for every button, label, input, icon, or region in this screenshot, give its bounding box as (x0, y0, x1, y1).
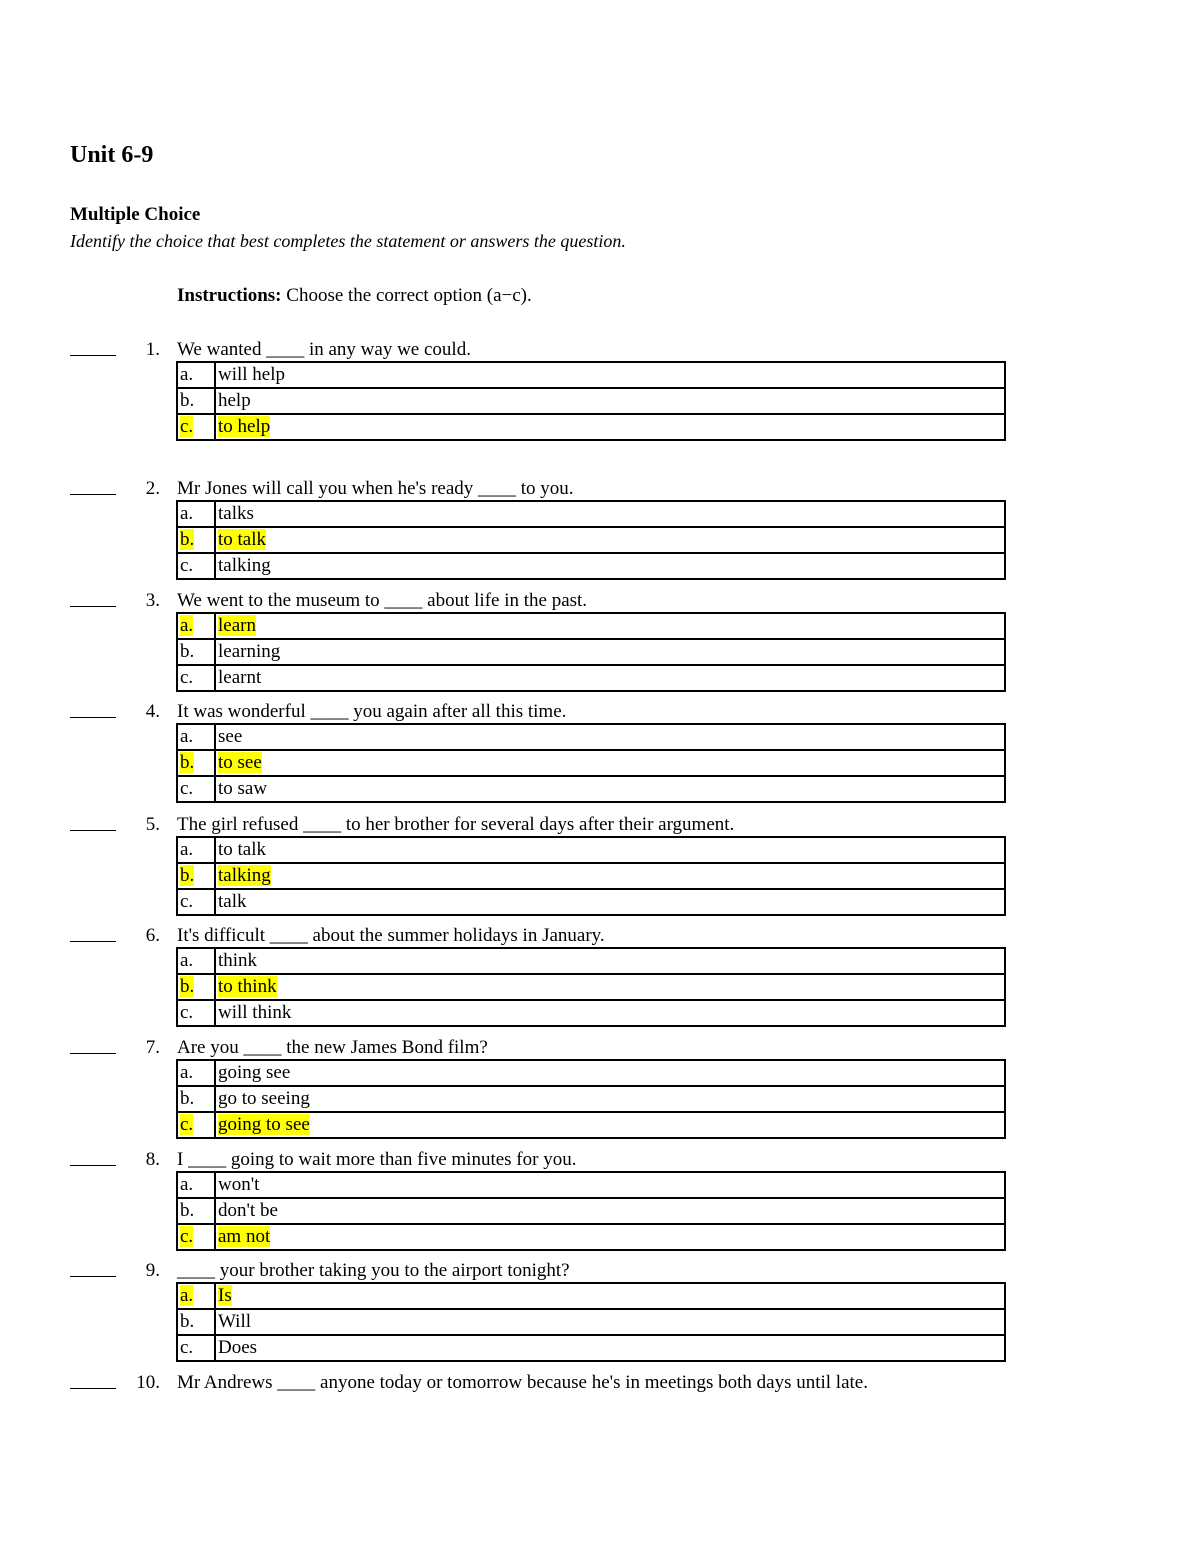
option-text-cell (215, 889, 1005, 915)
option-letter-text: b. (180, 1200, 195, 1221)
option-letter-text: a. (180, 1174, 194, 1195)
question-text: It's difficult ____ about the summer holidays in January. (177, 925, 605, 946)
question-6 (70, 922, 1030, 950)
option-letter-text: a. (180, 503, 194, 524)
question-2 (70, 475, 1030, 503)
option-a[interactable] (177, 837, 1005, 863)
option-letter (177, 863, 215, 889)
option-letter-text: b. (180, 1311, 195, 1332)
option-text-cell (215, 388, 1005, 414)
option-text-cell (215, 1086, 1005, 1112)
question-1 (70, 336, 1030, 364)
option-a[interactable] (177, 724, 1005, 750)
option-letter-text: b. (180, 752, 195, 773)
option-a[interactable] (177, 501, 1005, 527)
option-a[interactable] (177, 948, 1005, 974)
option-text-cell (215, 1000, 1005, 1026)
option-text: help (218, 390, 251, 411)
option-text: to see (218, 752, 262, 773)
option-letter (177, 837, 215, 863)
option-b[interactable] (177, 750, 1005, 776)
option-letter-text: b. (180, 976, 195, 997)
options-table (176, 1171, 1006, 1251)
option-text-cell (215, 553, 1005, 579)
option-text: learning (218, 641, 281, 662)
option-text: talk (218, 891, 247, 912)
question-3 (70, 587, 1030, 615)
option-letter (177, 750, 215, 776)
question-number: 3. (145, 590, 160, 611)
option-text: to think (218, 976, 277, 997)
question-7 (70, 1034, 1030, 1062)
option-text: will help (218, 364, 286, 385)
section-title: Multiple Choice (70, 204, 201, 225)
options-table (176, 1059, 1006, 1139)
option-text-cell (215, 501, 1005, 527)
question-number: 5. (145, 814, 160, 835)
option-letter-text: a. (180, 1285, 194, 1306)
option-letter-text: a. (180, 839, 194, 860)
option-letter-text: c. (180, 1226, 194, 1247)
question-number: 2. (145, 478, 160, 499)
question-number: 9. (145, 1260, 160, 1281)
option-c[interactable] (177, 889, 1005, 915)
option-letter (177, 1172, 215, 1198)
option-text-cell (215, 1060, 1005, 1086)
option-letter (177, 1060, 215, 1086)
option-text-cell (215, 750, 1005, 776)
question-text: The girl refused ____ to her brother for several days after their argument. (177, 814, 735, 835)
option-c[interactable] (177, 414, 1005, 440)
option-letter (177, 889, 215, 915)
option-text-cell (215, 1335, 1005, 1361)
instructions-label: Instructions: (177, 285, 282, 306)
option-text: to saw (218, 778, 268, 799)
option-text-cell (215, 665, 1005, 691)
option-text-cell (215, 974, 1005, 1000)
option-letter (177, 388, 215, 414)
option-letter-text: c. (180, 416, 194, 437)
option-text-cell (215, 863, 1005, 889)
option-c[interactable] (177, 1112, 1005, 1138)
option-text-cell (215, 527, 1005, 553)
option-letter (177, 1198, 215, 1224)
option-text: to help (218, 416, 271, 437)
option-text: see (218, 726, 243, 747)
question-text: I ____ going to wait more than five minutes for you. (177, 1149, 577, 1170)
option-letter (177, 724, 215, 750)
option-b[interactable] (177, 1309, 1005, 1335)
option-text-cell (215, 362, 1005, 388)
option-text-cell (215, 724, 1005, 750)
question-number: 10. (136, 1372, 160, 1393)
option-b[interactable] (177, 1086, 1005, 1112)
question-9 (70, 1257, 1030, 1285)
option-text: think (218, 950, 258, 971)
option-a[interactable] (177, 613, 1005, 639)
question-number: 7. (145, 1037, 160, 1058)
option-text: to talk (218, 839, 267, 860)
option-c[interactable] (177, 665, 1005, 691)
option-letter (177, 414, 215, 440)
option-a[interactable] (177, 1172, 1005, 1198)
option-letter (177, 1112, 215, 1138)
option-text: to talk (218, 529, 267, 550)
question-text: We went to the museum to ____ about life in the past. (177, 590, 588, 611)
option-letter-text: c. (180, 1002, 194, 1023)
option-text: go to seeing (218, 1088, 310, 1109)
option-text: going see (218, 1062, 291, 1083)
option-a[interactable] (177, 1060, 1005, 1086)
instructions (177, 285, 532, 307)
option-c[interactable] (177, 553, 1005, 579)
question-text: Mr Jones will call you when he's ready ____ to you. (177, 478, 574, 499)
option-text-cell (215, 639, 1005, 665)
option-letter-text: b. (180, 865, 195, 886)
option-letter (177, 1000, 215, 1026)
option-letter (177, 974, 215, 1000)
question-4 (70, 698, 1030, 726)
question-10 (70, 1369, 1030, 1397)
option-letter (177, 613, 215, 639)
option-a[interactable] (177, 362, 1005, 388)
option-b[interactable] (177, 388, 1005, 414)
options-table (176, 723, 1006, 803)
instructions-text: Choose the correct option (a−c). (281, 285, 532, 306)
option-text: going to see (218, 1114, 310, 1135)
option-letter-text: a. (180, 950, 194, 971)
option-c[interactable] (177, 1224, 1005, 1250)
option-text-cell (215, 1283, 1005, 1309)
option-b[interactable] (177, 639, 1005, 665)
option-text-cell (215, 1172, 1005, 1198)
option-letter-text: c. (180, 667, 194, 688)
options-table (176, 612, 1006, 692)
question-text: We wanted ____ in any way we could. (177, 339, 471, 360)
option-letter (177, 1224, 215, 1250)
option-letter (177, 639, 215, 665)
option-c[interactable] (177, 776, 1005, 802)
option-text: Is (218, 1285, 232, 1306)
option-letter-text: a. (180, 364, 194, 385)
option-letter-text: b. (180, 1088, 195, 1109)
option-letter (177, 665, 215, 691)
option-c[interactable] (177, 1000, 1005, 1026)
option-text: Will (218, 1311, 252, 1332)
option-letter (177, 1335, 215, 1361)
option-text: am not (218, 1226, 271, 1247)
option-letter (177, 362, 215, 388)
option-text-cell (215, 837, 1005, 863)
option-letter (177, 1086, 215, 1112)
option-letter-text: a. (180, 1062, 194, 1083)
options-table (176, 947, 1006, 1027)
option-letter (177, 527, 215, 553)
question-text: Are you ____ the new James Bond film? (177, 1037, 488, 1058)
option-letter-text: c. (180, 891, 194, 912)
option-letter (177, 553, 215, 579)
option-text: talking (218, 865, 271, 886)
option-letter (177, 948, 215, 974)
option-text: won't (218, 1174, 260, 1195)
question-text: It was wonderful ____ you again after all this time. (177, 701, 567, 722)
option-b[interactable] (177, 974, 1005, 1000)
options-table (176, 1282, 1006, 1362)
option-letter-text: c. (180, 778, 194, 799)
option-text-cell (215, 613, 1005, 639)
options-table (176, 500, 1006, 580)
question-text: ____ your brother taking you to the airport tonight? (177, 1260, 570, 1281)
question-number: 6. (145, 925, 160, 946)
question-8 (70, 1146, 1030, 1174)
question-text: Mr Andrews ____ anyone today or tomorrow because he's in meetings both days until late. (177, 1372, 868, 1393)
section-subtitle: Identify the choice that best completes the statement or answers the question. (70, 231, 626, 251)
question-number: 8. (145, 1149, 160, 1170)
option-text: talks (218, 503, 254, 524)
option-letter-text: b. (180, 529, 195, 550)
option-text-cell (215, 1112, 1005, 1138)
option-text: don't be (218, 1200, 278, 1221)
option-letter (177, 1283, 215, 1309)
option-c[interactable] (177, 1335, 1005, 1361)
question-number: 1. (145, 339, 160, 360)
option-letter-text: b. (180, 390, 195, 411)
option-letter (177, 1309, 215, 1335)
option-text: learn (218, 615, 256, 636)
option-letter (177, 501, 215, 527)
option-text-cell (215, 948, 1005, 974)
option-letter-text: a. (180, 726, 194, 747)
option-text-cell (215, 1224, 1005, 1250)
question-5 (70, 811, 1030, 839)
option-text: will think (218, 1002, 292, 1023)
option-letter-text: c. (180, 1337, 194, 1358)
options-table (176, 361, 1006, 441)
option-text: Does (218, 1337, 258, 1358)
unit-title: Unit 6-9 (70, 142, 154, 168)
option-a[interactable] (177, 1283, 1005, 1309)
option-letter-text: c. (180, 1114, 194, 1135)
option-text-cell (215, 414, 1005, 440)
option-text-cell (215, 776, 1005, 802)
option-letter-text: b. (180, 641, 195, 662)
option-letter-text: a. (180, 615, 194, 636)
option-text: learnt (218, 667, 262, 688)
option-letter (177, 776, 215, 802)
question-number: 4. (145, 701, 160, 722)
option-text-cell (215, 1198, 1005, 1224)
option-text-cell (215, 1309, 1005, 1335)
option-b[interactable] (177, 1198, 1005, 1224)
option-text: talking (218, 555, 271, 576)
option-b[interactable] (177, 527, 1005, 553)
option-b[interactable] (177, 863, 1005, 889)
option-letter-text: c. (180, 555, 194, 576)
options-table (176, 836, 1006, 916)
